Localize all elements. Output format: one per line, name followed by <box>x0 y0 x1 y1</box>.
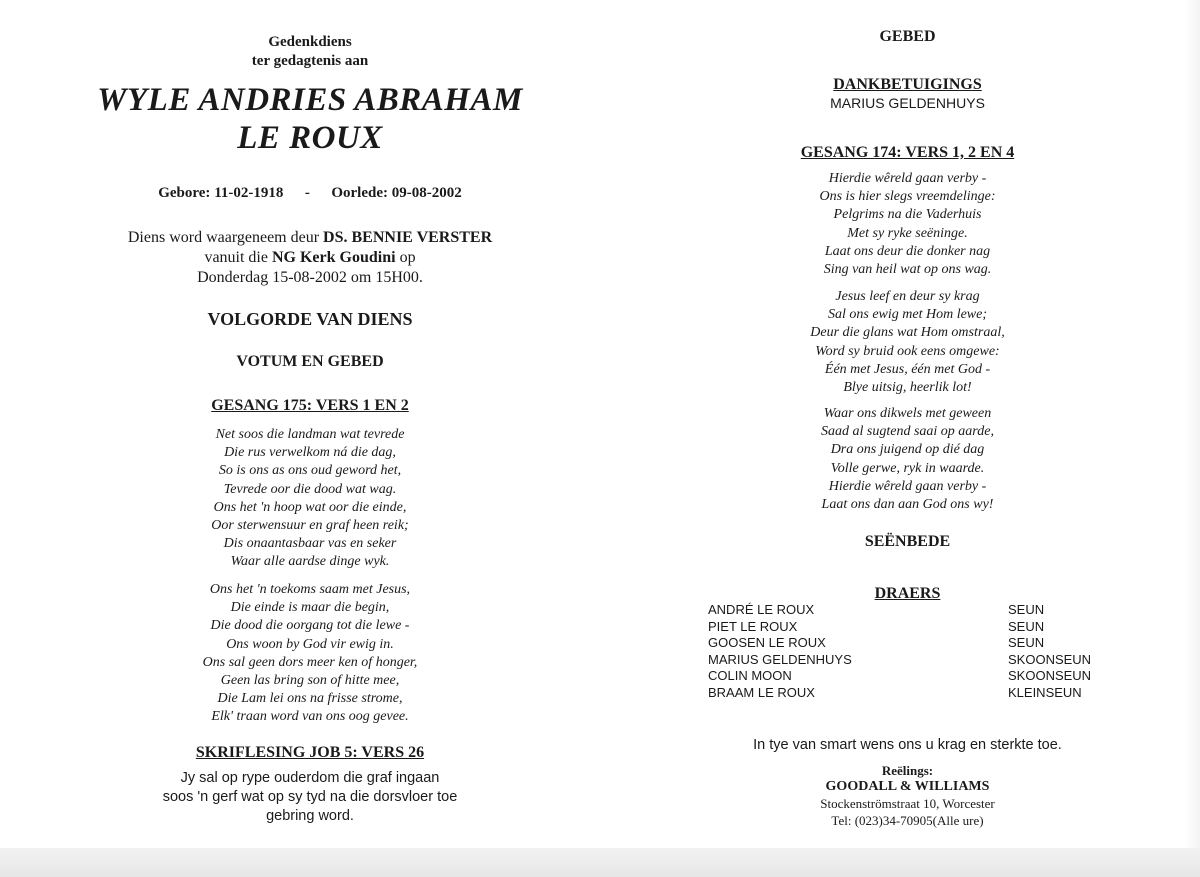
verse-line: Waar alle aardse dinge wyk. <box>230 554 390 570</box>
hymn-174-verse-3 <box>655 405 1160 514</box>
bearer-row <box>708 668 1108 685</box>
thanks-heading: DANKBETUIGINGS <box>833 76 982 93</box>
bearer-relation: SEUN <box>1008 602 1045 617</box>
born-date: 11-02-1918 <box>214 185 284 201</box>
arrangements-label: Reëlings: <box>881 763 934 778</box>
verse-line: So is ons as ons oud geword het, <box>218 463 402 479</box>
bearer-row <box>708 635 1108 652</box>
verse-line: Waar ons dikwels met geween <box>823 406 992 421</box>
verse-line: Tevrede oor die dood wat wag. <box>223 481 397 497</box>
hymn-175-verse-1 <box>60 426 560 572</box>
bearers-heading: DRAERS <box>874 585 941 602</box>
page-edge <box>1185 0 1200 848</box>
verse-line: Hierdie wêreld gaan verby - <box>828 478 987 494</box>
order-of-service-heading: VOLGORDE VAN DIENS <box>207 309 413 329</box>
verse-line: Word sy bruid ook eens omgewe: <box>815 343 1000 359</box>
condolence-message: In tye van smart wens ons u krag en sterkte toe. <box>753 737 1062 753</box>
bearer-relation: SKOONSEUN <box>1008 651 1092 667</box>
scripture-reading-text <box>60 769 560 826</box>
verse-line: Die einde is maar die begin, <box>230 600 390 616</box>
verse-line: Dra ons juigend op dié dag <box>830 442 985 458</box>
bearer-name: COLIN MOON <box>708 668 792 683</box>
bearer-name: BRAAM LE ROUX <box>708 684 815 700</box>
verse-line: Met sy ryke seëninge. <box>847 225 968 241</box>
verse-line: Blye uitsig, heerlik lot! <box>843 380 972 396</box>
scripture-reading-heading: SKRIFLESING JOB 5: VERS 26 <box>195 744 425 761</box>
memorial-line-2: ter gedagtenis aan <box>251 53 369 69</box>
reading-line: Jy sal op rype ouderdom die graf ingaan <box>180 770 440 786</box>
undertaker-name: GOODALL & WILLIAMS <box>825 779 990 794</box>
hymn-174-verse-1 <box>655 170 1160 279</box>
verse-line: Laat ons dan aan God ons wy! <box>821 497 994 513</box>
service-date-line: Donderdag 15-08-2002 om 15H00. <box>197 269 423 286</box>
verse-line: Net soos die landman wat tevrede <box>215 427 405 442</box>
reading-line: soos 'n gerf wat op sy tyd na die dorsvloer toe <box>162 789 458 805</box>
verse-line: Sing van heil wat op ons wag. <box>823 262 992 278</box>
date-separator: - <box>304 185 310 201</box>
thanks-name: MARIUS GELDENHUYS <box>830 95 985 111</box>
verse-line: Oor sterwensuur en graf heen reik; <box>211 518 409 534</box>
hymn-175-heading: GESANG 175: VERS 1 EN 2 <box>211 397 409 414</box>
scan-bottom-margin <box>0 848 1200 877</box>
bearer-row <box>708 619 1108 636</box>
verse-line: Één met Jesus, één met God - <box>824 361 991 377</box>
blessing-heading: SEËNBEDE <box>864 533 951 550</box>
church-name: NG Kerk Goudini <box>271 249 396 266</box>
verse-line: Jesus leef en deur sy krag <box>835 289 980 304</box>
undertaker-phone: Tel: (023)34-70905(Alle ure) <box>831 813 984 828</box>
verse-line: Hierdie wêreld gaan verby - <box>828 171 987 186</box>
born-label: Gebore: <box>158 185 211 201</box>
verse-line: Volle gerwe, ryk in waarde. <box>830 460 985 476</box>
hymn-175-verse-2 <box>60 581 560 727</box>
bearer-row <box>708 652 1108 669</box>
bearer-name: GOOSEN LE ROUX <box>708 635 826 650</box>
service-line-1: Diens word waargeneem deur DS. BENNIE VERSTER <box>127 229 493 246</box>
verse-line: Deur die glans wat Hom omstraal, <box>810 325 1005 341</box>
verse-line: Ons het 'n toekoms saam met Jesus, <box>209 582 411 597</box>
votum-heading: VOTUM EN GEBED <box>236 353 384 370</box>
deceased-name-line-1: WYLE ANDRIES ABRAHAM <box>97 82 523 118</box>
left-page <box>60 0 560 848</box>
bearer-row <box>708 602 1108 619</box>
bearer-name: MARIUS GELDENHUYS <box>708 651 852 667</box>
verse-line: Sal ons ewig met Hom lewe; <box>827 307 988 323</box>
hymn-174-verse-2 <box>655 288 1160 397</box>
verse-line: Laat ons deur die donker nag <box>824 243 991 259</box>
undertaker-address: Stockenströmstraat 10, Worcester <box>820 796 995 811</box>
verse-line: Elk' traan word van ons oog gevee. <box>211 709 409 725</box>
verse-line: Die rus verwelkom ná die dag, <box>224 445 396 461</box>
verse-line: Saad al sugtend saai op aarde, <box>821 424 994 440</box>
died-label: Oorlede: <box>331 185 389 201</box>
bearer-row <box>708 685 1108 702</box>
verse-line: Die dood die oorgang tot die lewe - <box>210 618 410 634</box>
prayer-heading: GEBED <box>879 28 936 45</box>
verse-line: Dis onaantasbaar vas en seker <box>223 536 397 552</box>
bearer-relation: SKOONSEUN <box>1008 668 1092 683</box>
deceased-name-line-2: LE ROUX <box>237 120 383 156</box>
right-page <box>655 0 1160 848</box>
bearers-list <box>708 602 1108 701</box>
verse-line: Pelgrims na die Vaderhuis <box>833 207 982 223</box>
bearer-relation: SEUN <box>1008 618 1045 634</box>
verse-line: Ons sal geen dors meer ken of honger, <box>202 654 418 670</box>
bearer-name: ANDRÉ LE ROUX <box>708 602 815 617</box>
service-line-2: vanuit die NG Kerk Goudini op <box>204 249 416 266</box>
minister-name: DS. BENNIE VERSTER <box>323 229 493 246</box>
bearer-relation: KLEINSEUN <box>1008 684 1082 700</box>
verse-line: Ons is hier slegs vreemdelinge: <box>819 189 996 205</box>
verse-line: Die Lam lei ons na frisse strome, <box>217 691 403 707</box>
bearer-name: PIET LE ROUX <box>708 618 798 634</box>
verse-line: Ons woon by God vir ewig in. <box>226 636 394 652</box>
died-date: 09-08-2002 <box>391 185 462 201</box>
verse-line: Ons het 'n hoop wat oor die einde, <box>213 499 407 515</box>
hymn-174-heading: GESANG 174: VERS 1, 2 EN 4 <box>800 144 1015 161</box>
reading-line: gebring word. <box>266 808 354 824</box>
life-dates <box>60 185 560 202</box>
bearer-relation: SEUN <box>1008 635 1045 650</box>
memorial-line-1: Gedenkdiens <box>268 34 352 50</box>
verse-line: Geen las bring son of hitte mee, <box>220 673 400 689</box>
